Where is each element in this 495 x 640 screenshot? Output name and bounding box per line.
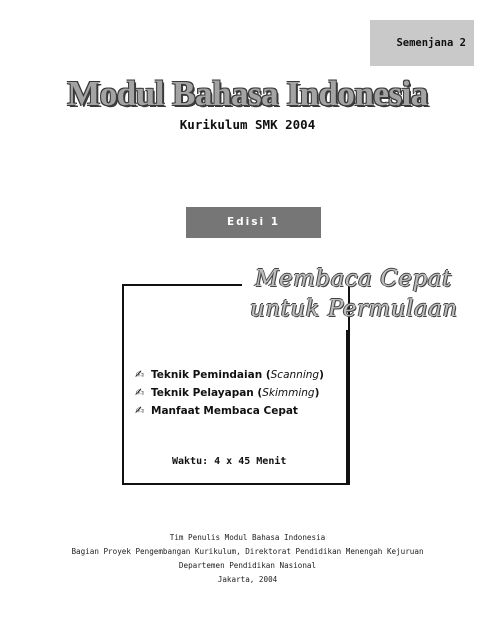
credits-place-year: Jakarta, 2004	[217, 575, 278, 584]
list-item: ✍ Teknik Pemindaian (Scanning)	[135, 368, 324, 381]
curriculum-subtitle: Kurikulum SMK 2004	[179, 117, 316, 132]
edition-label: Edisi 1	[186, 207, 321, 238]
list-item: ✍ Teknik Pelayapan (Skimming)	[135, 386, 320, 399]
credits-block	[0, 531, 495, 587]
list-item: ✍ Manfaat Membaca Cepat	[135, 404, 298, 417]
pen-icon: ✍	[135, 368, 145, 381]
topic-title-line2: untuk Permulaan	[250, 296, 458, 322]
credits-ministry: Departemen Pendidikan Nasional	[178, 561, 317, 570]
credits-department: Bagian Proyek Pengembangan Kurikulum, Direktorat Pendidikan Menengah Kejuruan	[71, 547, 424, 556]
level-badge-label: Semenjana 2	[396, 37, 466, 49]
contents-list	[135, 366, 324, 420]
frame-right-border	[346, 330, 348, 485]
pen-icon: ✍	[135, 386, 145, 399]
level-badge	[370, 20, 474, 66]
pen-icon: ✍	[135, 404, 145, 417]
credits-authors: Tim Penulis Modul Bahasa Indonesia	[169, 533, 326, 542]
module-title: Modul Bahasa Indonesia	[67, 74, 428, 113]
frame-top-border	[122, 284, 242, 286]
duration-text: Waktu: 4 x 45 Menit	[172, 456, 287, 467]
topic-title-line1: Membaca Cepat	[255, 266, 452, 292]
